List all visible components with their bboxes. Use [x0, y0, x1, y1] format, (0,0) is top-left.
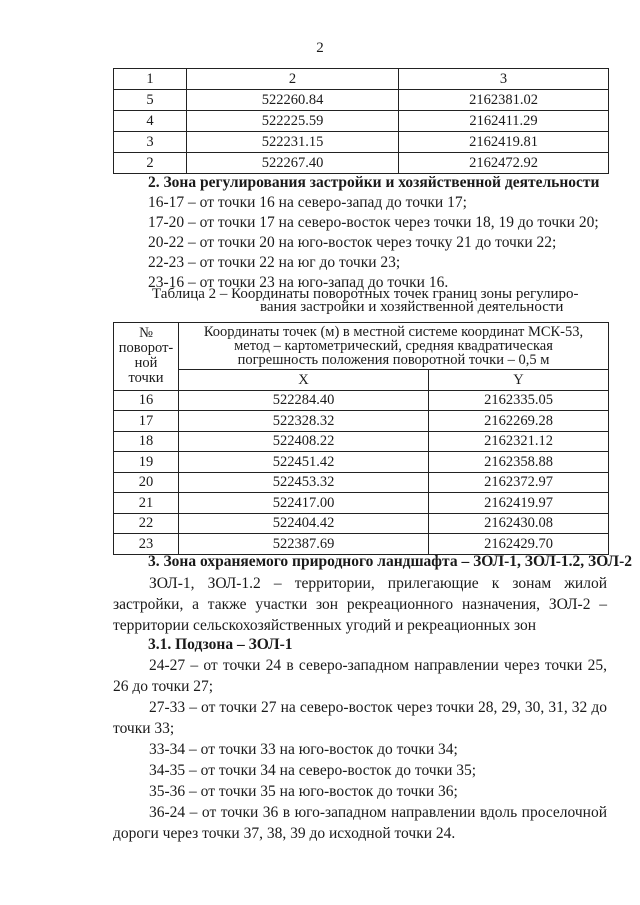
section-2-heading: 2. Зона регулирования застройки и хозяйственной деятельности [148, 174, 600, 191]
header-text: Координаты точек (м) в местной системе координат МСК-53, [203, 324, 584, 340]
point-number-cell: 20 [114, 472, 179, 493]
header-text: точки [128, 370, 164, 387]
x-coordinate-cell: 522404.42 [179, 513, 429, 534]
point-number-cell: 17 [114, 411, 179, 432]
header-text: погрешность положения поворотной точки – 0,5 м [237, 352, 550, 368]
page-number: 2 [316, 40, 324, 56]
x-coordinate-cell: 522451.42 [179, 452, 429, 473]
table-2-caption [152, 288, 578, 314]
paragraph-text: 34-35 – от точки 34 на северо-восток до точки 35; [149, 762, 477, 779]
table-header-cell: 2 [187, 69, 399, 90]
table-row [114, 431, 609, 452]
point-number-cell: 18 [114, 431, 179, 452]
table-row [114, 534, 609, 555]
boundary-line: 22-23 – от точки 22 на юг до точки 23; [148, 254, 401, 271]
boundary-line: 17-20 – от точки 17 на северо-восток через точки 18, 19 до точки 20; [148, 214, 599, 231]
point-number-cell: 5 [114, 90, 187, 111]
y-coordinate-cell: 2162419.97 [429, 493, 609, 514]
table-row [114, 111, 609, 132]
y-coordinate-cell: 2162321.12 [429, 431, 609, 452]
table-row [114, 132, 609, 153]
x-coordinate-cell: 522387.69 [179, 534, 429, 555]
y-coordinate-cell: 2162472.92 [399, 153, 609, 174]
point-number-header [114, 323, 179, 391]
point-number-cell: 16 [114, 390, 179, 411]
boundary-paragraph [113, 739, 607, 760]
subzone-heading: 3.1. Подзона – ЗОЛ-1 [148, 636, 293, 653]
y-coordinate-cell: 2162381.02 [399, 90, 609, 111]
y-coordinate-cell: 2162335.05 [429, 390, 609, 411]
boundary-paragraph [113, 781, 607, 802]
y-column-header: Y [429, 370, 609, 391]
x-coordinate-cell: 522328.32 [179, 411, 429, 432]
table-header-cell: 1 [114, 69, 187, 90]
y-coordinate-cell: 2162372.97 [429, 472, 609, 493]
table-header-row [114, 69, 609, 90]
table-row [114, 513, 609, 534]
paragraph-text: 24-27 – от точки 24 в северо-западном направлении через точки 25, 26 до точки 27; [113, 657, 607, 695]
y-coordinate-cell: 2162429.70 [429, 534, 609, 555]
table-row [114, 493, 609, 514]
point-number-cell: 22 [114, 513, 179, 534]
x-coordinate-cell: 522267.40 [187, 153, 399, 174]
point-number-cell: 4 [114, 111, 187, 132]
paragraph-text: 36-24 – от точки 36 в юго-западном направлении вдоль проселочной дороги через точки 37, 38, 39 до исходной точки 24. [113, 804, 607, 842]
section-3-heading: 3. Зона охраняемого природного ландшафта – ЗОЛ-1, ЗОЛ-1.2, ЗОЛ-2 [148, 553, 632, 570]
caption-line: Таблица 2 – Координаты поворотных точек границ зоны регулиро- [152, 286, 579, 302]
table-row [114, 472, 609, 493]
x-coordinate-cell: 522408.22 [179, 431, 429, 452]
table-header-cell: 3 [399, 69, 609, 90]
x-column-header: X [179, 370, 429, 391]
caption-line: вания застройки и хозяйственной деятельности [260, 299, 564, 315]
table-row [114, 90, 609, 111]
table-row [114, 153, 609, 174]
x-coordinate-cell: 522453.32 [179, 472, 429, 493]
x-coordinate-cell: 522417.00 [179, 493, 429, 514]
table-row [114, 452, 609, 473]
point-number-cell: 23 [114, 534, 179, 555]
boundary-line: 16-17 – от точки 16 на северо-запад до точки 17; [148, 194, 467, 211]
x-coordinate-cell: 522260.84 [187, 90, 399, 111]
paragraph-text: 35-36 – от точки 35 на юго-восток до точки 36; [149, 783, 458, 800]
header-text: № [139, 325, 153, 342]
y-coordinate-cell: 2162411.29 [399, 111, 609, 132]
header-text: ной [134, 355, 158, 372]
paragraph-text: 27-33 – от точки 27 на северо-восток через точки 28, 29, 30, 31, 32 до точки 33; [113, 699, 607, 737]
y-coordinate-cell: 2162430.08 [429, 513, 609, 534]
table-2-coordinates [113, 322, 609, 555]
x-coordinate-cell: 522284.40 [179, 390, 429, 411]
point-number-cell: 19 [114, 452, 179, 473]
table-row [114, 390, 609, 411]
point-number-cell: 2 [114, 153, 187, 174]
paragraph-text: ЗОЛ-1, ЗОЛ-1.2 – территории, прилегающие к зонам жилой застройки, а также участки зон рекреационного назначения, ЗОЛ-2 – территории сельскохозяйственных угодий и рекреационных зон [113, 575, 607, 634]
boundary-line: 23-16 – от точки 23 на юго-запад до точки 16. [148, 274, 449, 291]
table-header-row [114, 323, 609, 370]
boundary-paragraph [113, 802, 607, 844]
header-text: метод – картометрический, средняя квадратическая [234, 338, 553, 354]
header-text: поворот- [118, 340, 174, 357]
paragraph-text: 33-34 – от точки 33 на юго-восток до точки 34; [149, 741, 458, 758]
table-row [114, 411, 609, 432]
x-coordinate-cell: 522231.15 [187, 132, 399, 153]
y-coordinate-cell: 2162358.88 [429, 452, 609, 473]
y-coordinate-cell: 2162419.81 [399, 132, 609, 153]
coordinates-header [179, 323, 609, 370]
point-number-cell: 3 [114, 132, 187, 153]
table-header-row [114, 370, 609, 391]
table-1-coordinates [113, 68, 609, 174]
boundary-paragraph [113, 655, 607, 697]
boundary-paragraph [113, 760, 607, 781]
point-number-cell: 21 [114, 493, 179, 514]
x-coordinate-cell: 522225.59 [187, 111, 399, 132]
section-3-intro [113, 573, 607, 636]
boundary-paragraph [113, 697, 607, 739]
boundary-line: 20-22 – от точки 20 на юго-восток через точку 21 до точки 22; [148, 234, 557, 251]
y-coordinate-cell: 2162269.28 [429, 411, 609, 432]
